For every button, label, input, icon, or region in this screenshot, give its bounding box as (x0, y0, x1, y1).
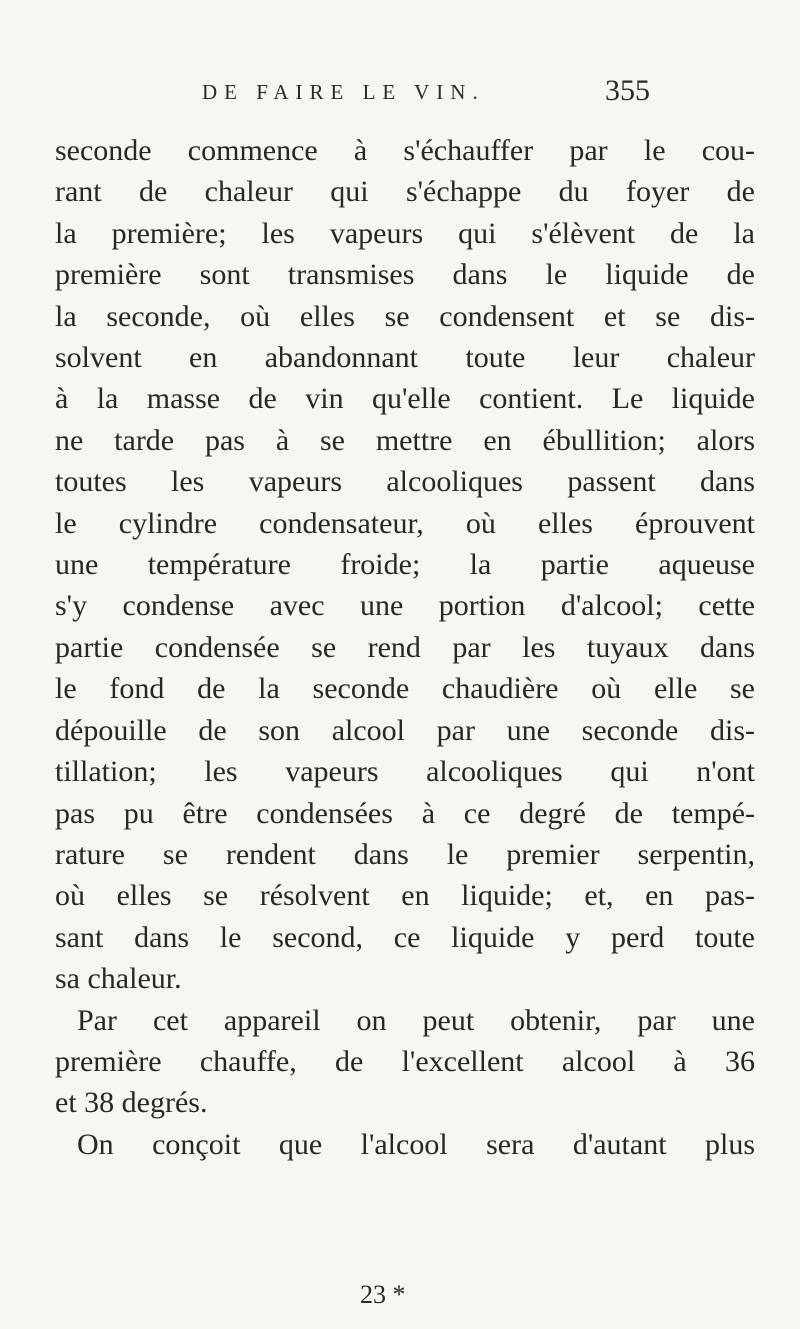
text-line: toutes les vapeurs alcooliques passent dans (55, 465, 755, 499)
text-line: s'y condense avec une portion d'alcool; cette (55, 589, 755, 623)
text-line: la seconde, où elles se condensent et se dis- (55, 299, 755, 333)
page-number: 355 (605, 74, 650, 107)
text-line: ne tarde pas à se mettre en ébullition; alors (55, 423, 755, 457)
text-line: partie condensée se rend par les tuyaux dans (55, 630, 755, 664)
running-title: DE FAIRE LE VIN. (202, 80, 485, 104)
body-text (55, 130, 755, 1165)
text-line: où elles se résolvent en liquide; et, en pas- (55, 879, 755, 913)
text-line: la première; les vapeurs qui s'élèvent de la (55, 216, 755, 250)
running-head (140, 74, 650, 114)
text-line: sa chaleur. (55, 962, 182, 996)
text-line: une température froide; la partie aqueuse (55, 548, 755, 582)
paragraph-start-line: Par cet appareil on peut obtenir, par une (77, 1003, 755, 1037)
printer-signature-mark: 23 * (360, 1280, 406, 1309)
text-line: sant dans le second, ce liquide y perd toute (55, 920, 755, 954)
text-line: rature se rendent dans le premier serpentin, (55, 837, 755, 871)
text-line: pas pu être condensées à ce degré de tempé- (55, 796, 755, 830)
text-line: le cylindre condensateur, où elles éprouvent (55, 506, 755, 540)
text-line: solvent en abandonnant toute leur chaleur (55, 341, 755, 375)
text-line: le fond de la seconde chaudière où elle se (55, 672, 755, 706)
text-line: seconde commence à s'échauffer par le cou- (55, 134, 755, 167)
text-line: dépouille de son alcool par une seconde dis- (55, 713, 755, 747)
text-line: rant de chaleur qui s'échappe du foyer de (55, 175, 755, 209)
text-line: première sont transmises dans le liquide de (55, 258, 755, 292)
text-line: tillation; les vapeurs alcooliques qui n'ont (55, 755, 755, 789)
text-line: et 38 degrés. (55, 1086, 208, 1120)
text-line: à la masse de vin qu'elle contient. Le liquide (55, 382, 755, 416)
paragraph-start-line: On conçoit que l'alcool sera d'autant plus (77, 1127, 755, 1161)
text-line: première chauffe, de l'excellent alcool à 36 (55, 1044, 755, 1078)
